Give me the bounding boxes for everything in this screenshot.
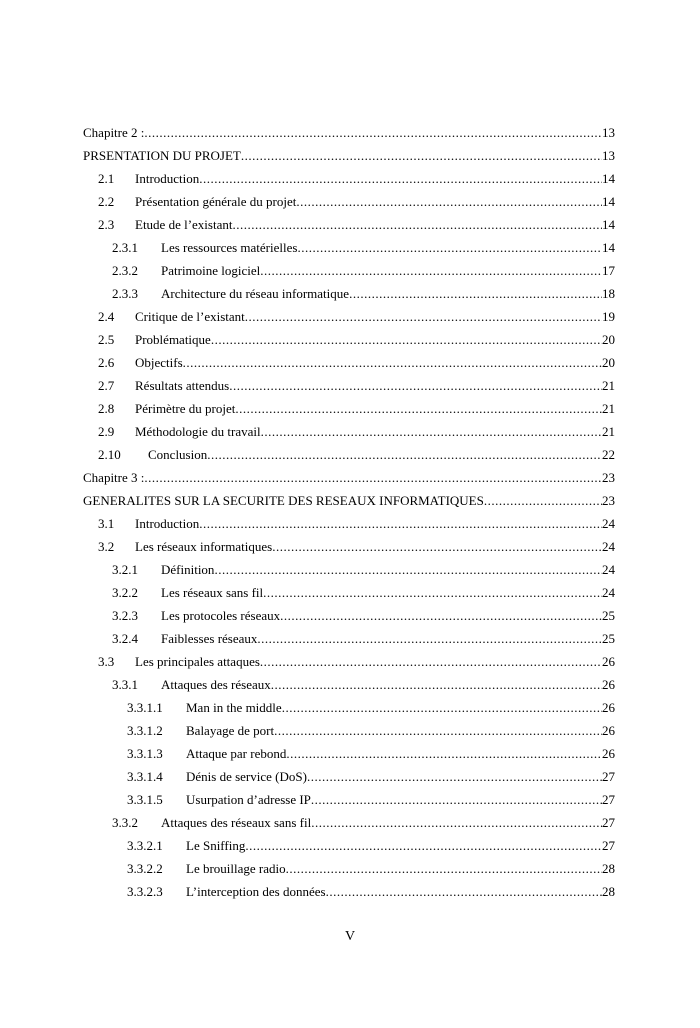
- dot-leader: [214, 558, 602, 581]
- toc-entry-title: Définition: [161, 562, 215, 577]
- toc-entry-title: Objectifs: [135, 355, 183, 370]
- toc-entry-title: Introduction: [135, 516, 200, 531]
- dot-leader: [286, 742, 602, 765]
- toc-entry-page: 21: [602, 401, 615, 416]
- toc-entry-number: 3.3.2: [112, 815, 138, 830]
- dot-leader: [297, 236, 602, 259]
- toc-entry-number: 3.3.2.2: [127, 861, 163, 876]
- toc-entry[interactable]: [83, 282, 615, 305]
- toc-entry-number: 2.5: [98, 332, 115, 347]
- toc-entry-page: 28: [602, 884, 615, 899]
- toc-entry-page: 24: [602, 539, 615, 554]
- dot-leader: [211, 328, 602, 351]
- toc-entry-title: PRSENTATION DU PROJET: [83, 148, 241, 163]
- toc-entry-number: 2.4: [98, 309, 115, 324]
- dot-leader: [232, 213, 602, 236]
- toc-entry-page: 27: [602, 769, 615, 784]
- toc-entry[interactable]: [83, 374, 615, 397]
- page-number: V: [344, 929, 356, 944]
- toc-entry[interactable]: [83, 788, 615, 811]
- toc-entry-title: Attaques des réseaux: [161, 677, 271, 692]
- toc-entry-page: 23: [602, 470, 615, 485]
- table-of-contents: [83, 121, 615, 903]
- toc-entry-page: 24: [602, 585, 615, 600]
- toc-entry-page: 20: [602, 355, 615, 370]
- toc-entry[interactable]: [83, 558, 615, 581]
- toc-entry[interactable]: [83, 259, 615, 282]
- toc-entry-title: Les réseaux informatiques: [135, 539, 273, 554]
- toc-entry-number: 2.9: [98, 424, 115, 439]
- toc-entry-number: 2.3.3: [112, 286, 138, 301]
- toc-entry-number: 3.1: [98, 516, 115, 531]
- toc-entry-number: 3.3.1.1: [127, 700, 163, 715]
- toc-entry-title: Etude de l’existant: [135, 217, 233, 232]
- dot-leader: [282, 696, 602, 719]
- toc-entry-title: Les protocoles réseaux: [161, 608, 281, 623]
- dot-leader: [260, 259, 602, 282]
- toc-entry-title: Chapitre 3 :: [83, 470, 145, 485]
- toc-entry-title: Balayage de port: [186, 723, 275, 738]
- dot-leader: [484, 489, 602, 512]
- toc-entry-page: 17: [602, 263, 615, 278]
- toc-entry-page: 24: [602, 516, 615, 531]
- toc-entry-title: Le Sniffing: [186, 838, 246, 853]
- toc-entry-page: 26: [602, 700, 615, 715]
- toc-entry-title: Attaques des réseaux sans fil: [161, 815, 312, 830]
- toc-entry[interactable]: [83, 857, 615, 880]
- dot-leader: [229, 374, 602, 397]
- toc-entry[interactable]: [83, 581, 615, 604]
- toc-entry-title: Faiblesses réseaux: [161, 631, 258, 646]
- toc-entry-title: Le brouillage radio: [186, 861, 286, 876]
- toc-entry-page: 24: [602, 562, 615, 577]
- toc-entry[interactable]: [83, 719, 615, 742]
- toc-entry-title: Attaque par rebond: [186, 746, 287, 761]
- toc-entry-number: 3.2.4: [112, 631, 138, 646]
- dot-leader: [286, 857, 602, 880]
- dot-leader: [274, 719, 602, 742]
- toc-entry-number: 2.2: [98, 194, 115, 209]
- toc-entry-title: Méthodologie du travail: [135, 424, 261, 439]
- toc-entry[interactable]: [83, 742, 615, 765]
- toc-entry-number: 3.3.1.3: [127, 746, 163, 761]
- dot-leader: [245, 305, 602, 328]
- dot-leader: [272, 535, 602, 558]
- dot-leader: [257, 627, 602, 650]
- toc-entry-title: Usurpation d’adresse IP: [186, 792, 311, 807]
- toc-entry-page: 14: [602, 240, 615, 255]
- toc-entry[interactable]: [83, 305, 615, 328]
- dot-leader: [349, 282, 602, 305]
- dot-leader: [280, 604, 602, 627]
- toc-entry-page: 14: [602, 171, 615, 186]
- dot-leader: [245, 834, 602, 857]
- toc-entry-number: 3.3.1.2: [127, 723, 163, 738]
- toc-entry-number: 2.7: [98, 378, 115, 393]
- toc-entry[interactable]: [83, 765, 615, 788]
- toc-entry-page: 14: [602, 217, 615, 232]
- toc-entry-title: Périmètre du projet: [135, 401, 236, 416]
- dot-leader: [199, 512, 602, 535]
- dot-leader: [199, 167, 602, 190]
- toc-entry-number: 3.2.3: [112, 608, 138, 623]
- toc-entry-number: 3.3.1: [112, 677, 138, 692]
- toc-entry-title: Dénis de service (DoS): [186, 769, 307, 784]
- toc-entry-title: Chapitre 2 :: [83, 125, 145, 140]
- toc-entry-page: 27: [602, 838, 615, 853]
- toc-entry-title: Introduction: [135, 171, 200, 186]
- toc-entry-page: 22: [602, 447, 615, 462]
- dot-leader: [307, 765, 602, 788]
- toc-entry-number: 2.3.2: [112, 263, 138, 278]
- toc-entry-page: 28: [602, 861, 615, 876]
- toc-entry-page: 23: [602, 493, 615, 508]
- toc-entry-number: 3.3.2.3: [127, 884, 163, 899]
- toc-entry-page: 14: [602, 194, 615, 209]
- dot-leader: [261, 420, 602, 443]
- toc-entry-title: Patrimoine logiciel: [161, 263, 261, 278]
- toc-entry-title: Architecture du réseau informatique: [161, 286, 350, 301]
- dot-leader: [241, 144, 602, 167]
- toc-entry-page: 26: [602, 654, 615, 669]
- toc-entry-number: 3.2: [98, 539, 115, 554]
- toc-entry[interactable]: [83, 351, 615, 374]
- toc-entry-title: Critique de l’existant: [135, 309, 245, 324]
- toc-entry-number: 3.3.1.4: [127, 769, 163, 784]
- toc-entry-page: 26: [602, 746, 615, 761]
- dot-leader: [326, 880, 602, 903]
- toc-entry-page: 19: [602, 309, 615, 324]
- toc-entry[interactable]: [83, 466, 615, 489]
- toc-entry[interactable]: [83, 627, 615, 650]
- toc-entry[interactable]: [83, 604, 615, 627]
- toc-entry-page: 20: [602, 332, 615, 347]
- toc-entry[interactable]: [83, 213, 615, 236]
- toc-entry-number: 3.2.1: [112, 562, 138, 577]
- dot-leader: [271, 673, 602, 696]
- toc-entry-title: Les ressources matérielles: [161, 240, 298, 255]
- toc-entry-number: 3.3.2.1: [127, 838, 163, 853]
- toc-entry[interactable]: [83, 167, 615, 190]
- toc-entry-number: 3.3.1.5: [127, 792, 163, 807]
- toc-entry[interactable]: [83, 328, 615, 351]
- toc-entry-number: 2.6: [98, 355, 115, 370]
- toc-entry-page: 13: [602, 148, 615, 163]
- toc-entry[interactable]: [83, 880, 615, 903]
- toc-entry[interactable]: [83, 443, 615, 466]
- toc-entry-title: Présentation générale du projet: [135, 194, 297, 209]
- toc-entry-page: 27: [602, 792, 615, 807]
- dot-leader: [263, 581, 602, 604]
- toc-entry[interactable]: [83, 236, 615, 259]
- dot-leader: [311, 811, 602, 834]
- toc-entry-page: 13: [602, 125, 615, 140]
- toc-entry[interactable]: [83, 834, 615, 857]
- toc-entry[interactable]: [83, 811, 615, 834]
- toc-entry-title: Les principales attaques: [135, 654, 260, 669]
- toc-entry-title: Résultats attendus: [135, 378, 230, 393]
- toc-entry-number: 3.3: [98, 654, 115, 669]
- toc-entry[interactable]: [83, 121, 615, 144]
- toc-entry[interactable]: [83, 673, 615, 696]
- toc-entry-number: 2.3.1: [112, 240, 138, 255]
- toc-entry-number: 2.1: [98, 171, 115, 186]
- toc-entry-page: 25: [602, 608, 615, 623]
- dot-leader: [144, 466, 602, 489]
- toc-entry-page: 18: [602, 286, 615, 301]
- toc-entry[interactable]: [83, 650, 615, 673]
- toc-entry[interactable]: [83, 420, 615, 443]
- dot-leader: [183, 351, 602, 374]
- toc-entry-number: 2.8: [98, 401, 115, 416]
- dot-leader: [260, 650, 602, 673]
- toc-entry[interactable]: [83, 512, 615, 535]
- toc-entry[interactable]: [83, 190, 615, 213]
- toc-entry[interactable]: [83, 696, 615, 719]
- toc-entry-page: 27: [602, 815, 615, 830]
- toc-entry-title: Problématique: [135, 332, 211, 347]
- dot-leader: [296, 190, 602, 213]
- dot-leader: [207, 443, 602, 466]
- toc-entry-title: Conclusion: [148, 447, 208, 462]
- toc-entry[interactable]: [83, 144, 615, 167]
- toc-entry-number: 2.10: [98, 447, 121, 462]
- toc-entry-page: 26: [602, 677, 615, 692]
- toc-entry-page: 21: [602, 424, 615, 439]
- toc-entry-title: Man in the middle: [186, 700, 282, 715]
- toc-entry[interactable]: [83, 535, 615, 558]
- toc-entry-title: L’interception des données: [186, 884, 326, 899]
- toc-entry-page: 26: [602, 723, 615, 738]
- toc-entry-page: 25: [602, 631, 615, 646]
- toc-entry-title: GENERALITES SUR LA SECURITE DES RESEAUX INFORMATIQUES: [83, 493, 484, 508]
- toc-entry-number: 2.3: [98, 217, 115, 232]
- toc-entry-number: 3.2.2: [112, 585, 138, 600]
- toc-entry[interactable]: [83, 397, 615, 420]
- toc-entry-title: Les réseaux sans fil: [161, 585, 264, 600]
- dot-leader: [311, 788, 602, 811]
- toc-entry[interactable]: [83, 489, 615, 512]
- dot-leader: [144, 121, 602, 144]
- toc-entry-page: 21: [602, 378, 615, 393]
- dot-leader: [235, 397, 602, 420]
